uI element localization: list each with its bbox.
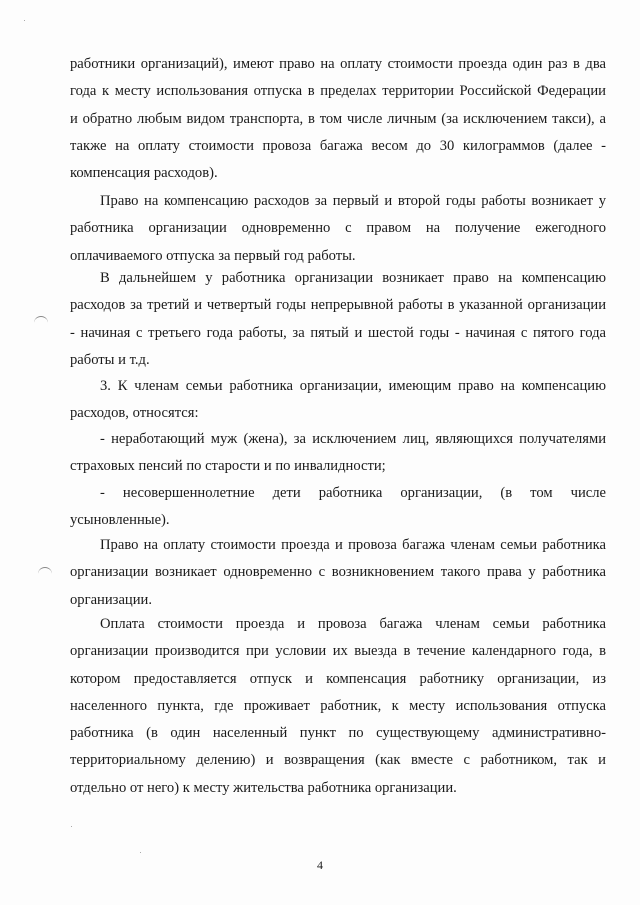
text-line: оплачиваемого отпуска за первый год работы. bbox=[70, 247, 356, 264]
text-line: организации возникает одновременно с возникновением такого права у работника bbox=[70, 564, 606, 581]
paragraph-7 bbox=[70, 532, 606, 614]
scan-speck bbox=[24, 20, 25, 21]
text-line: котором предоставляется отпуск и компенсация работнику организации, из bbox=[70, 670, 606, 687]
paragraph-6 bbox=[70, 480, 606, 535]
text-line: работы и т.д. bbox=[70, 351, 150, 368]
text-line: территориальному делению) и возвращения (как вместе с работником, так и bbox=[70, 752, 606, 769]
margin-mark bbox=[38, 567, 52, 574]
page-number: 4 bbox=[317, 858, 323, 872]
text-line: В дальнейшем у работника организации возникает право на компенсацию bbox=[100, 270, 606, 286]
text-line: Право на компенсацию расходов за первый и второй годы работы возникает у bbox=[100, 193, 606, 209]
paragraph-2 bbox=[70, 188, 606, 270]
scan-speck bbox=[71, 826, 72, 827]
paragraph-4 bbox=[70, 373, 606, 428]
text-line: Право на оплату стоимости проезда и провоза багажа членам семьи работника bbox=[100, 537, 606, 553]
text-line: населенного пункта, где проживает работник, к месту использования отпуска bbox=[70, 697, 606, 714]
paragraph-5 bbox=[70, 426, 606, 481]
text-line: компенсация расходов). bbox=[70, 165, 218, 182]
margin-mark bbox=[34, 316, 48, 323]
text-line: расходов за третий и четвертый годы непрерывной работы в указанной организации bbox=[70, 297, 606, 314]
text-line: расходов, относятся: bbox=[70, 405, 199, 422]
text-line: - неработающий муж (жена), за исключением лиц, являющихся получателями bbox=[100, 431, 606, 447]
text-line: Оплата стоимости проезда и провоза багажа членам семьи работника bbox=[100, 616, 606, 632]
text-line: работники организаций), имеют право на оплату стоимости проезда один раз в два bbox=[70, 56, 606, 72]
scan-speck bbox=[140, 852, 141, 853]
text-line: организации. bbox=[70, 591, 152, 608]
text-line: также на оплату стоимости провоза багажа весом до 30 килограммов (далее - bbox=[70, 137, 606, 154]
text-line: усыновленные). bbox=[70, 512, 170, 529]
text-line: организации производится при условии их выезда в течение календарного года, в bbox=[70, 643, 606, 660]
paragraph-1 bbox=[70, 51, 606, 187]
text-line: работника организации одновременно с правом на получение ежегодного bbox=[70, 220, 606, 237]
text-line: и обратно любым видом транспорта, в том числе личным (за исключением такси), а bbox=[70, 110, 606, 127]
text-line: - начиная с третьего года работы, за пятый и шестой годы - начиная с пятого года bbox=[70, 324, 606, 341]
paragraph-3 bbox=[70, 265, 606, 374]
text-line: страховых пенсий по старости и по инвалидности; bbox=[70, 458, 386, 475]
text-line: отдельно от него) к месту жительства работника организации. bbox=[70, 779, 457, 796]
text-line: работника (в один населенный пункт по существующему административно- bbox=[70, 725, 606, 742]
text-line: года к месту использования отпуска в пределах территории Российской Федерации bbox=[70, 83, 606, 100]
text-line: 3. К членам семьи работника организации, имеющим право на компенсацию bbox=[100, 378, 606, 394]
text-line: - несовершеннолетние дети работника организации, (в том числе bbox=[100, 485, 606, 501]
paragraph-8 bbox=[70, 611, 606, 802]
